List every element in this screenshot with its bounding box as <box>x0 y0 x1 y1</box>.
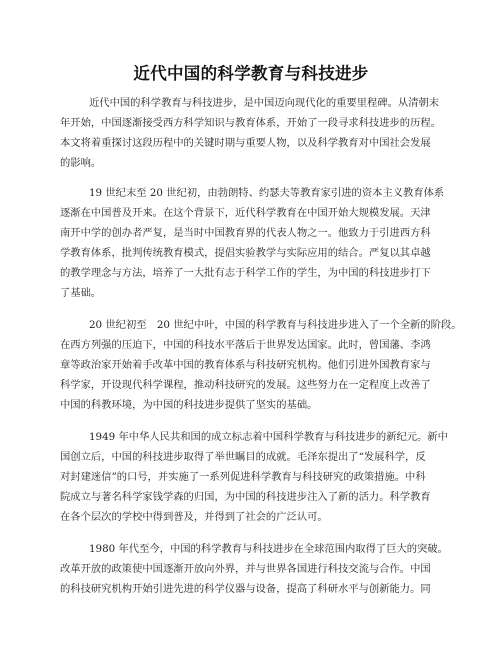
paragraph-line: 院成立与著名科学家钱学森的归国，为中国的科技进步注入了新的活力。科学教育 <box>60 491 431 503</box>
paragraph-line: 在各个层次的学校中得到普及，并得到了社会的广泛认可。 <box>60 511 328 523</box>
paragraph-line: 对封建迷信”的口号，并实施了一系列促进科学教育与科技研究的政策措施。中科 <box>60 471 426 483</box>
paragraph-line: 在西方列强的压迫下，中国的科技水平落后于世界发达国家。此时，曾国藩、李鸿 <box>60 339 431 351</box>
paragraph-line: 学教育体系，批判传统教育模式，提倡实验教学与实际应用的结合。严复以其卓越 <box>60 247 431 259</box>
paragraph-line: 科学家，开设现代科学课程，推动科技研究的发展。这些努力在一定程度上改善了 <box>60 379 431 391</box>
paragraph-line: 1980 年代至今，中国的科学教育与科技进步在全球范围内取得了巨大的突破。 <box>89 543 448 555</box>
paragraph-line: 国创立后，中国的科技进步取得了举世瞩目的成就。毛泽东提出了“发展科学，反 <box>60 451 426 463</box>
paragraph-line: 1949 年中华人民共和国的成立标志着中国科学教育与科技进步的新纪元。新中 <box>89 431 448 443</box>
paragraph-line: 20 世纪初至 20 世纪中叶，中国的科学教育与科技进步进入了一个全新的阶段。 <box>89 319 462 331</box>
paragraph-line: 的科技研究机构开始引进先进的科学仪器与设备，提高了科研水平与创新能力。同 <box>60 583 431 595</box>
paragraph-line: 改革开放的政策使中国逐渐开放向外界，并与世界各国进行科技交流与合作。中国 <box>60 563 431 575</box>
paragraph-line: 19 世纪末至 20 世纪初，由勃朗特、约瑟夫等教育家引进的资本主义教育体系 <box>89 187 445 199</box>
paragraph-line: 本文将着重探讨这段历程中的关键时期与重要人物，以及科学教育对中国社会发展 <box>60 137 431 149</box>
paragraph-line: 逐渐在中国普及开来。在这个背景下，近代科学教育在中国开始大规模发展。天津 <box>60 207 431 219</box>
paragraph-line: 年开始，中国逐渐接受西方科学知识与教育体系，开始了一段寻求科技进步的历程。 <box>60 117 441 129</box>
paragraph-line: 了基础。 <box>60 287 102 299</box>
document-title: 近代中国的科学教育与科技进步 <box>133 64 369 83</box>
paragraph-line: 的教学理念与方法，培养了一大批有志于科学工作的学生，为中国的科技进步打下 <box>60 267 431 279</box>
paragraph-line: 南开中学的创办者严复，是当时中国教育界的代表人物之一。他致力于引进西方科 <box>60 227 431 239</box>
paragraph-line: 中国的科教环境，为中国的科技进步提供了坚实的基础。 <box>60 399 318 411</box>
paragraph-line: 的影响。 <box>60 157 102 169</box>
paragraph-line: 近代中国的科学教育与科技进步，是中国迈向现代化的重要里程碑。从清朝末 <box>89 97 440 109</box>
paragraph-line: 章等政治家开始着手改革中国的教育体系与科技研究机构。他们引进外国教育家与 <box>60 359 431 371</box>
